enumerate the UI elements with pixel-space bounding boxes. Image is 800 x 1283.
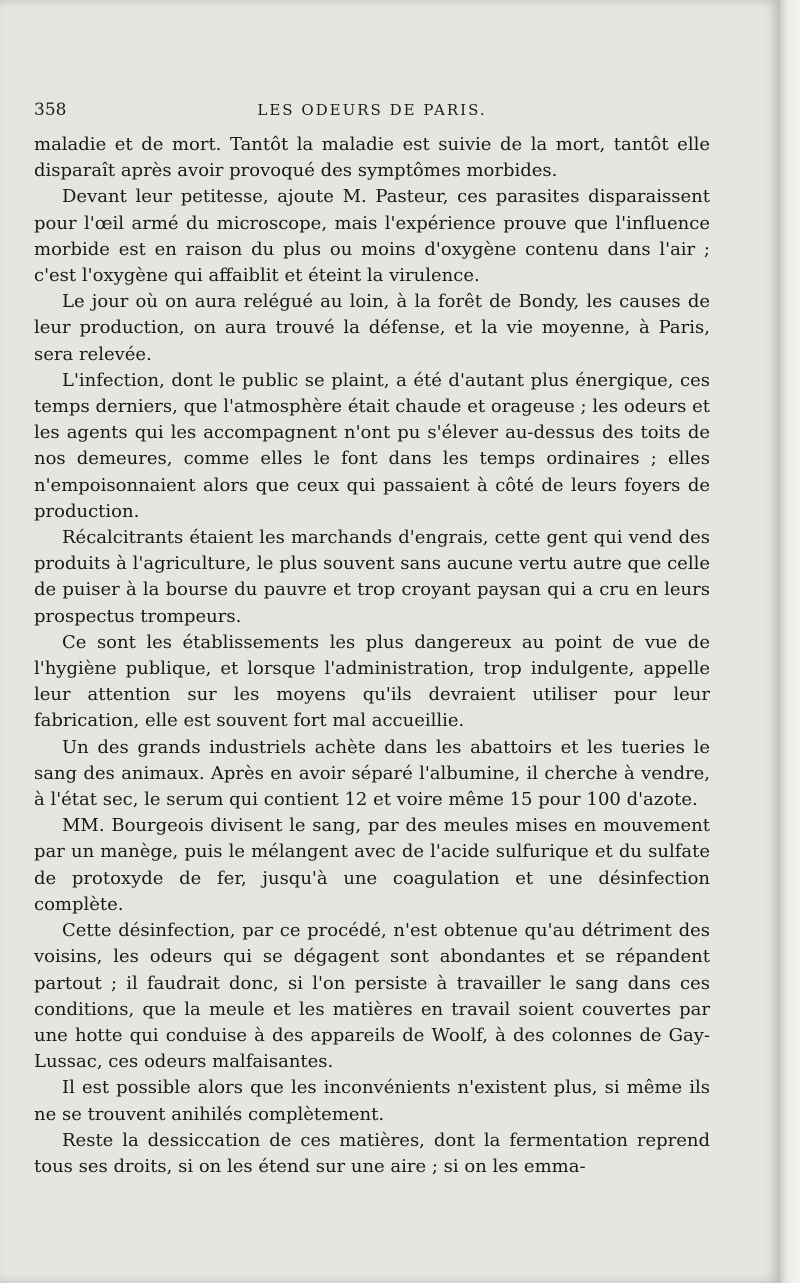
paragraph: Un des grands industriels achète dans les abattoirs et les tueries le sang des animaux. Après en avoir séparé l'albumine, il cherche à vendre, à l'état sec, le serum qui contient 12 et voire même 15 pour 100 d'azote. xyxy=(34,736,710,811)
paragraph: MM. Bourgeois divisent le sang, par des meules mises en mouvement par un manège, puis le mélangent avec de l'acide sulfurique et du sulfate de protoxyde de fer, jusqu'à une coagulation et une désinfection complète. xyxy=(34,815,710,915)
page-number: 358 xyxy=(34,100,67,120)
paragraph: L'infection, dont le public se plaint, a été d'autant plus énergique, ces temps derniers, que l'atmosphère était chaude et orageuse ; les odeurs et les agents qui les accompagnent n'ont pu s'élever au-dessus des toits de nos demeures, comme elles le font dans les temps ordinaires ; elles n'empoisonnaient alors que ceux qui passaient à côté de leurs foyers de production. xyxy=(34,369,710,522)
page-header xyxy=(34,100,710,124)
paragraph: Le jour où on aura relégué au loin, à la forêt de Bondy, les causes de leur production, on aura trouvé la défense, et la vie moyenne, à Paris, sera relevée. xyxy=(34,291,710,365)
paragraph: Il est possible alors que les inconvénients n'existent plus, si même ils ne se trouvent anihilés complètement. xyxy=(34,1077,710,1125)
running-title: LES ODEURS DE PARIS. xyxy=(257,101,487,119)
paragraph: Cette désinfection, par ce procédé, n'est obtenue qu'au détriment des voisins, les odeurs qui se dégagent sont abondantes et se répandent partout ; il faudrait donc, si l'on persiste à travailler le sang dans ces conditions, que la meule et les matières en travail soient couvertes par une hotte qui conduise à des appareils de Woolf, à des colonnes de Gay-Lussac, ces odeurs malfaisantes. xyxy=(34,920,710,1073)
paragraph: Ce sont les établissements les plus dangereux au point de vue de l'hygiène publique, et lorsque l'administration, trop indulgente, appelle leur attention sur les moyens qu'ils devraient utiliser pour leur fabrication, elle est souvent fort mal accueillie. xyxy=(34,631,710,732)
page-gutter xyxy=(780,0,800,1283)
paragraph: maladie et de mort. Tantôt la maladie est suivie de la mort, tantôt elle disparaît après avoir provoqué des symptômes morbides. xyxy=(34,134,710,182)
paragraph: Devant leur petitesse, ajoute M. Pasteur, ces parasites disparaissent pour l'œil armé du microscope, mais l'expérience prouve que l'influence morbide est en raison du plus ou moins d'oxygène contenu dans l'air ; c'est l'oxygène qui affaiblit et éteint la virulence. xyxy=(34,186,710,287)
paragraph: Reste la dessiccation de ces matières, dont la fermentation reprend tous ses droits, si on les étend sur une aire ; si on les emma- xyxy=(34,1129,710,1177)
paragraph: Récalcitrants étaient les marchands d'engrais, cette gent qui vend des produits à l'agriculture, le plus souvent sans aucune vertu autre que celle de puiser à la bourse du pauvre et trop croyant paysan qui a cru en leurs prospectus trompeurs. xyxy=(34,527,710,627)
body-text xyxy=(34,132,710,1180)
